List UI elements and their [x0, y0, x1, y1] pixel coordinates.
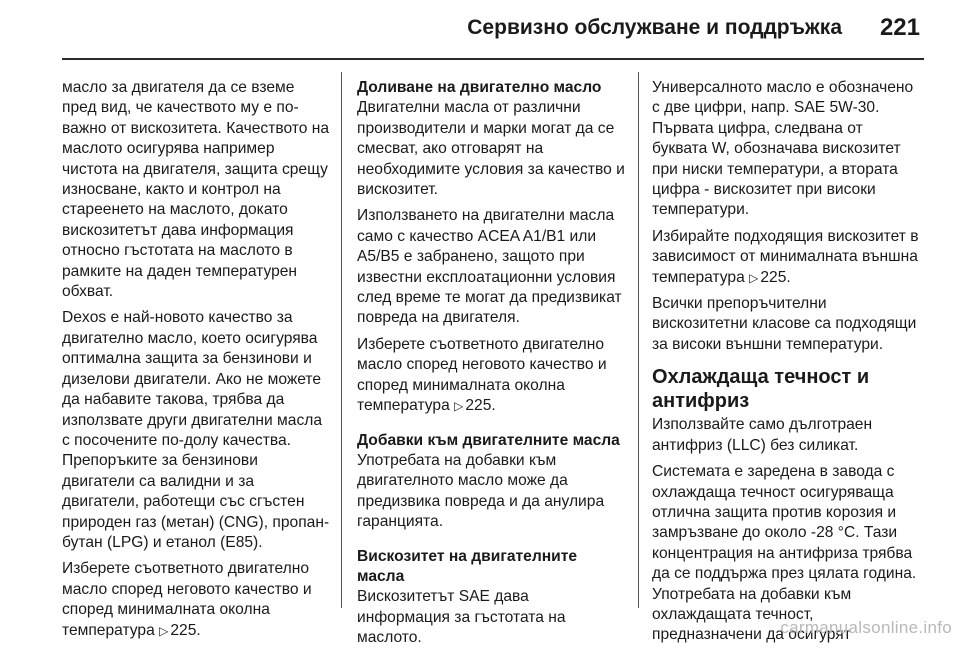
col2-paragraph-2: Използването на двигателни масла само с качество ACEA A1/B1 или A5/B5 е забранено, защото при известни експлоатационни условия след време те могат да предизвикат повреда на двигателя.: [357, 207, 622, 327]
col2-page-ref[interactable]: 225.: [465, 397, 496, 415]
col2-section-1: [357, 78, 625, 200]
col3-paragraph-1: Универсалното масло е обозначено с две цифри, напр. SAE 5W-30. Първата цифра, следвана от буквата W, обозначава вискозитет при ниски температури, а втората цифра - вискозитет при високи температури.: [652, 79, 914, 219]
col1-page-ref[interactable]: 225.: [170, 621, 201, 639]
col1-paragraph-3-text: Изберете съответното двигателно масло според неговото качество и според минималната околна температура: [62, 560, 312, 639]
watermark: carmanualsonline.info: [780, 618, 952, 637]
col2-paragraph-4: Употребата на добавки към двигателното масло може да предизвика повреда и да анулира гаранцията.: [357, 451, 605, 531]
page-header: [0, 0, 960, 60]
col1-paragraph-3: [62, 559, 330, 641]
page-reference-icon[interactable]: ▷: [159, 623, 169, 638]
col2-heading-2: Добавки към двигателните масла: [357, 431, 620, 449]
col2-section-2: [357, 431, 625, 533]
col1-paragraph-2: Dexos е най-новото качество за двигателно масло, което осигурява оптимална защита за бензинови и дизелови двигатели. Ако не можете да набавите такова, трябва да използвате други двигателни масла с посочените по-долу качества. Препоръките за бензинови двигатели са валидни и за двигатели, работещи със сгъстен природен газ (метан) (CNG), пропан-бутан (LPG) и етанол (E85).: [62, 309, 330, 551]
page-number: 221: [879, 14, 920, 41]
column-1: [62, 78, 330, 647]
col3-paragraph-5: Системата е заредена в завода с охлаждаща течност осигуряваща отлична защита против корозия и замръзване до около -28 °C. Тази концентрация на антифриза трябва да се поддържа през цялата година. Употребата на добавки към охлаждащата течност, предназначени да осигурят: [652, 463, 917, 644]
header-rule: [62, 58, 924, 60]
col2-heading-3: Вискозитет на двигателните масла: [357, 547, 578, 585]
col3-paragraph-2: [652, 227, 920, 288]
col3-paragraph-4: Използвайте само дълготраен антифриз (LLC) без силикат.: [652, 416, 873, 454]
col2-heading-1: Доливане на двигателно масло: [357, 79, 602, 96]
col2-paragraph-5: Вискозитетът SAE дава информация за гъстотата на маслото.: [357, 588, 566, 647]
col3-paragraph-3: Всички препоръчителни вискозитетни класове са подходящи за високи външни температури.: [652, 295, 917, 353]
col1-paragraph-1: масло за двигателя да се вземе пред вид, че качеството му е по-важно от вискозитета. Качеството на маслото осигурява например чистота на двигателя, защита срещу износване, както и контрол на стареенето на маслото, докато вискозитетът дава информация относно гъстотата на маслото в рамките на даден температурен обхват.: [62, 79, 330, 301]
page-reference-icon[interactable]: ▷: [749, 270, 759, 285]
column-2: [357, 78, 625, 655]
col3-heading-1: Охлаждаща течност и антифриз: [652, 366, 870, 413]
col2-paragraph-3-text: Изберете съответното двигателно масло според неговото качество и според минималната околна температура: [357, 335, 607, 415]
col2-paragraph-3: [357, 335, 625, 417]
column-3: [652, 78, 920, 652]
column-divider-1: [341, 72, 342, 608]
col2-section-3: [357, 547, 625, 649]
col3-page-ref[interactable]: 225.: [760, 268, 791, 286]
column-divider-2: [638, 72, 639, 608]
col2-paragraph-1: Двигателни масла от различни производители и марки могат да се смесват, ако отговарят на необходимите условия за качество и вискозитет.: [357, 99, 625, 199]
col3-paragraph-2-text: Избирайте подходящия вискозитет в зависимост от минималната външна температура: [652, 227, 919, 286]
page-title: Сервизно обслужване и поддръжка: [467, 16, 842, 39]
page-reference-icon[interactable]: ▷: [454, 399, 464, 414]
